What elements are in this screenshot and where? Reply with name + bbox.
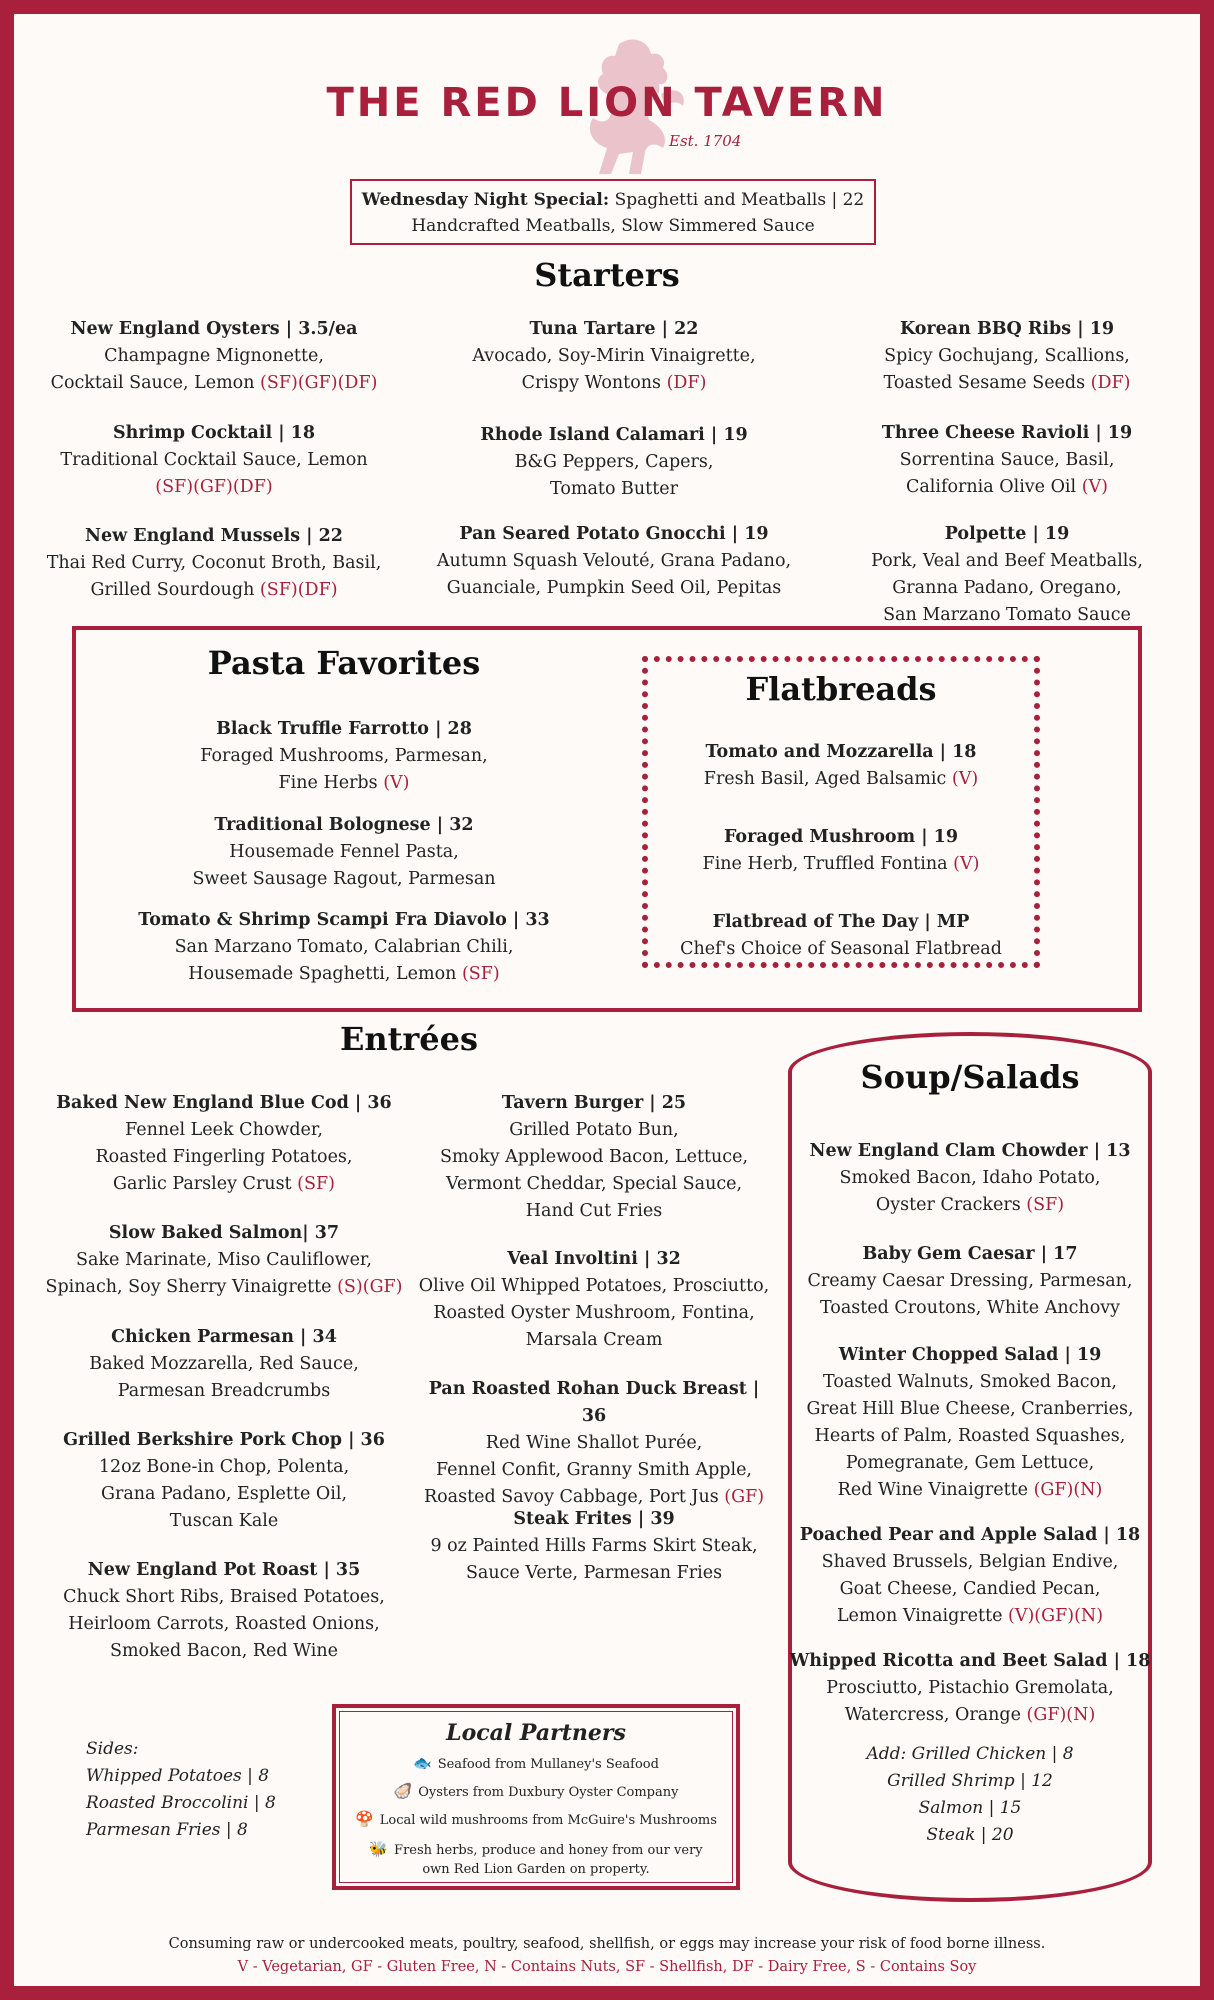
item-description-text: Avocado, Soy-Mirin Vinaigrette, bbox=[472, 346, 756, 366]
item-description bbox=[642, 766, 1040, 793]
item-description bbox=[642, 936, 1040, 963]
item-description bbox=[94, 961, 594, 988]
sides-list bbox=[86, 1736, 276, 1844]
local-partners-box bbox=[332, 1704, 740, 1890]
item-name: Three Cheese Ravioli | 19 bbox=[881, 423, 1133, 443]
item-description bbox=[788, 1702, 1152, 1729]
add-on-item: Steak | 20 bbox=[926, 1825, 1014, 1845]
item-description bbox=[414, 1560, 774, 1587]
item-description bbox=[94, 866, 594, 893]
item-name: Whipped Ricotta and Beet Salad | 18 bbox=[789, 1651, 1151, 1671]
menu-item bbox=[642, 739, 1040, 793]
item-name: Foraged Mushroom | 19 bbox=[723, 827, 959, 847]
item-description-text: Sauce Verte, Parmesan Fries bbox=[465, 1563, 723, 1583]
item-description bbox=[814, 370, 1200, 397]
item-description bbox=[94, 743, 594, 770]
side-item: Parmesan Fries | 8 bbox=[86, 1820, 248, 1840]
partner-text: Seafood from Mullaney's Seafood bbox=[437, 1757, 659, 1772]
item-description-text: Fine Herbs bbox=[278, 773, 384, 793]
dietary-tags: (SF) bbox=[1026, 1195, 1065, 1215]
item-name: Korean BBQ Ribs | 19 bbox=[899, 319, 1115, 339]
flatbreads-title: Flatbreads bbox=[745, 670, 937, 708]
item-description-text: Pomegranate, Gem Lettuce, bbox=[845, 1453, 1095, 1473]
item-description bbox=[414, 1273, 774, 1300]
item-name: Flatbread of The Day | MP bbox=[712, 912, 970, 932]
menu-item bbox=[788, 1342, 1152, 1504]
dietary-tags: (V) bbox=[953, 854, 980, 874]
dietary-tags: (GF)(N) bbox=[1026, 1705, 1096, 1725]
item-description bbox=[34, 1351, 414, 1378]
item-description bbox=[414, 575, 814, 602]
item-name: Tavern Burger | 25 bbox=[501, 1093, 687, 1113]
item-description-text: Sorrentina Sauce, Basil, bbox=[899, 450, 1115, 470]
item-description-text: Hand Cut Fries bbox=[525, 1201, 663, 1221]
menu-item bbox=[414, 521, 814, 602]
partner-text-cont: own Red Lion Garden on property. bbox=[422, 1862, 650, 1877]
item-description-text: Fresh Basil, Aged Balsamic bbox=[703, 769, 952, 789]
menu-item bbox=[34, 1427, 414, 1535]
item-description-text: 12oz Bone-in Chop, Polenta, bbox=[98, 1457, 350, 1477]
item-description bbox=[414, 1533, 774, 1560]
item-description-text: B&G Peppers, Capers, bbox=[514, 452, 714, 472]
item-description-text: Cocktail Sauce, Lemon bbox=[50, 373, 261, 393]
item-name: Poached Pear and Apple Salad | 18 bbox=[799, 1525, 1141, 1545]
dietary-tags: (SF) bbox=[297, 1174, 335, 1194]
oyster-icon: 🦪 bbox=[393, 1782, 413, 1800]
item-description bbox=[414, 1430, 774, 1457]
menu-item bbox=[414, 1246, 774, 1354]
partner-item bbox=[340, 1782, 732, 1802]
item-name: New England Pot Roast | 35 bbox=[87, 1560, 361, 1580]
menu-item bbox=[814, 316, 1200, 397]
item-description-text: Champagne Mignonette, bbox=[104, 346, 324, 366]
menu-item bbox=[14, 523, 414, 604]
partner-item bbox=[340, 1810, 732, 1830]
item-name: Traditional Bolognese | 32 bbox=[214, 815, 474, 835]
item-description-text: Creamy Caesar Dressing, Parmesan, bbox=[807, 1271, 1133, 1291]
menu-item bbox=[414, 1090, 774, 1225]
item-description-text: San Marzano Tomato, Calabrian Chili, bbox=[174, 937, 514, 957]
partner-text: Oysters from Duxbury Oyster Company bbox=[418, 1785, 679, 1800]
item-description bbox=[642, 851, 1040, 878]
item-description bbox=[34, 1144, 414, 1171]
item-description-text: Red Wine Vinaigrette bbox=[837, 1480, 1034, 1500]
item-description bbox=[14, 474, 414, 501]
menu-item bbox=[414, 1376, 774, 1511]
dietary-tags: (V)(GF)(N) bbox=[1008, 1606, 1104, 1626]
item-description-text: Pork, Veal and Beef Meatballs, bbox=[871, 551, 1143, 571]
item-description-text: Toasted Sesame Seeds bbox=[883, 373, 1091, 393]
item-description bbox=[788, 1549, 1152, 1576]
item-description bbox=[34, 1171, 414, 1198]
item-description bbox=[34, 1481, 414, 1508]
partner-item bbox=[340, 1840, 732, 1879]
item-description-text: Housemade Spaghetti, Lemon bbox=[188, 964, 462, 984]
item-description bbox=[14, 577, 414, 604]
soups-title: Soup/Salads bbox=[860, 1058, 1080, 1096]
item-description-text: Prosciutto, Pistachio Gremolata, bbox=[826, 1678, 1114, 1698]
side-item: Roasted Broccolini | 8 bbox=[86, 1793, 276, 1813]
item-description-text: Sweet Sausage Ragout, Parmesan bbox=[192, 869, 496, 889]
fish-icon: 🐟 bbox=[413, 1754, 432, 1772]
item-description bbox=[814, 343, 1200, 370]
item-description-text: Vermont Cheddar, Special Sauce, bbox=[445, 1174, 743, 1194]
menu-item bbox=[34, 1090, 414, 1198]
item-description-text: Granna Padano, Oregano, bbox=[892, 578, 1122, 598]
menu-item bbox=[34, 1220, 414, 1301]
item-name: Veal Involtini | 32 bbox=[507, 1249, 681, 1269]
item-description bbox=[94, 770, 594, 797]
established-year: Est. 1704 bbox=[669, 132, 742, 150]
item-description bbox=[788, 1477, 1152, 1504]
mushroom-icon: 🍄 bbox=[355, 1810, 374, 1828]
special-dish: Spaghetti and Meatballs | 22 bbox=[609, 190, 865, 210]
item-description-text: Fennel Leek Chowder, bbox=[125, 1120, 323, 1140]
item-description-text: Roasted Fingerling Potatoes, bbox=[95, 1147, 353, 1167]
add-on-item: Add: Grilled Chicken | 8 bbox=[866, 1744, 1074, 1764]
partners-title: Local Partners bbox=[446, 1720, 626, 1746]
item-description bbox=[14, 550, 414, 577]
item-description bbox=[414, 370, 814, 397]
item-description-text: Lemon Vinaigrette bbox=[836, 1606, 1009, 1626]
item-description-text: Smoked Bacon, Red Wine bbox=[109, 1641, 339, 1661]
item-description-text: Hearts of Palm, Roasted Squashes, bbox=[814, 1426, 1126, 1446]
special-description: Handcrafted Meatballs, Slow Simmered Sauce bbox=[411, 216, 815, 236]
item-description bbox=[414, 449, 814, 476]
item-description bbox=[814, 548, 1200, 575]
dietary-tags: (DF) bbox=[666, 373, 707, 393]
item-description bbox=[414, 343, 814, 370]
item-name: Polpette | 19 bbox=[944, 524, 1070, 544]
item-description-text: Grilled Sourdough bbox=[90, 580, 260, 600]
item-name: Grilled Berkshire Pork Chop | 36 bbox=[63, 1430, 385, 1450]
item-name: Baby Gem Caesar | 17 bbox=[862, 1244, 1078, 1264]
dietary-tags: (V) bbox=[1081, 477, 1108, 497]
food-warning: Consuming raw or undercooked meats, poultry, seafood, shellfish, or eggs may increase your risk of food borne illness. bbox=[168, 1936, 1046, 1952]
item-description-text: Marsala Cream bbox=[525, 1330, 663, 1350]
menu-item bbox=[414, 316, 814, 397]
item-description bbox=[34, 1378, 414, 1405]
item-description-text: Roasted Oyster Mushroom, Fontina, bbox=[433, 1303, 755, 1323]
item-description bbox=[34, 1508, 414, 1535]
menu-item bbox=[34, 1324, 414, 1405]
item-description-text: 9 oz Painted Hills Farms Skirt Steak, bbox=[430, 1536, 758, 1556]
pasta-title: Pasta Favorites bbox=[207, 644, 481, 682]
item-description bbox=[94, 839, 594, 866]
item-description bbox=[34, 1584, 414, 1611]
dietary-tags: (S)(GF) bbox=[337, 1277, 403, 1297]
menu-item bbox=[788, 1522, 1152, 1630]
item-description-text: Grilled Potato Bun, bbox=[509, 1120, 679, 1140]
dietary-tags: (V) bbox=[951, 769, 979, 789]
allergen-legend: V - Vegetarian, GF - Gluten Free, N - Contains Nuts, SF - Shellfish, DF - Dairy Free, S - Contains Soy bbox=[237, 1959, 977, 1975]
item-description-text: Smoky Applewood Bacon, Lettuce, bbox=[439, 1147, 749, 1167]
menu-item bbox=[642, 824, 1040, 878]
partner-item bbox=[340, 1754, 732, 1774]
side-item: Whipped Potatoes | 8 bbox=[86, 1766, 270, 1786]
item-description-text: Watercress, Orange bbox=[844, 1705, 1027, 1725]
salad-add-ons bbox=[788, 1741, 1152, 1849]
item-name: Tomato & Shrimp Scampi Fra Diavolo | 33 bbox=[138, 910, 550, 930]
wednesday-special-box bbox=[350, 179, 876, 245]
item-description bbox=[14, 370, 414, 397]
item-description-text: Fine Herb, Truffled Fontina bbox=[702, 854, 954, 874]
item-description bbox=[414, 1457, 774, 1484]
starters-title: Starters bbox=[534, 256, 680, 294]
menu-item bbox=[642, 909, 1040, 963]
item-description-text: Toasted Croutons, White Anchovy bbox=[819, 1298, 1121, 1318]
item-description bbox=[34, 1611, 414, 1638]
item-description bbox=[414, 1300, 774, 1327]
menu-item bbox=[94, 716, 594, 797]
special-line bbox=[352, 187, 874, 213]
special-label: Wednesday Night Special: bbox=[361, 190, 610, 210]
item-description-text: Autumn Squash Velouté, Grana Padano, bbox=[436, 551, 792, 571]
item-description-text: California Olive Oil bbox=[905, 477, 1082, 497]
item-description bbox=[34, 1454, 414, 1481]
item-description bbox=[94, 934, 594, 961]
partner-text: Local wild mushrooms from McGuire's Mushrooms bbox=[379, 1813, 717, 1828]
dietary-tags: (SF)(GF)(DF) bbox=[155, 477, 273, 497]
item-description bbox=[34, 1274, 414, 1301]
item-name: Tuna Tartare | 22 bbox=[529, 319, 699, 339]
item-name: Baked New England Blue Cod | 36 bbox=[56, 1093, 392, 1113]
menu-item bbox=[14, 316, 414, 397]
item-description bbox=[414, 548, 814, 575]
item-description bbox=[414, 1198, 774, 1225]
dietary-tags: (SF)(GF)(DF) bbox=[260, 373, 378, 393]
item-description-text: Parmesan Breadcrumbs bbox=[117, 1381, 331, 1401]
item-description-text: Guanciale, Pumpkin Seed Oil, Pepitas bbox=[446, 578, 782, 598]
dietary-tags: (SF)(DF) bbox=[259, 580, 338, 600]
item-description-text: Chuck Short Ribs, Braised Potatoes, bbox=[63, 1587, 385, 1607]
item-description bbox=[814, 447, 1200, 474]
item-description-text: Garlic Parsley Crust bbox=[113, 1174, 298, 1194]
item-description-text: Traditional Cocktail Sauce, Lemon bbox=[60, 450, 368, 470]
item-description-text: Baked Mozzarella, Red Sauce, bbox=[89, 1354, 359, 1374]
add-on-item: Salmon | 15 bbox=[918, 1798, 1022, 1818]
item-description-text: Spinach, Soy Sherry Vinaigrette bbox=[45, 1277, 338, 1297]
item-description bbox=[14, 447, 414, 474]
menu-item bbox=[94, 812, 594, 893]
add-on-item: Grilled Shrimp | 12 bbox=[887, 1771, 1053, 1791]
item-description-text: Thai Red Curry, Coconut Broth, Basil, bbox=[46, 553, 382, 573]
item-name: Pan Roasted Rohan Duck Breast | 36 bbox=[428, 1379, 760, 1426]
menu-item bbox=[814, 521, 1200, 629]
partner-text: Fresh herbs, produce and honey from our very bbox=[394, 1843, 703, 1858]
item-description-text: Shaved Brussels, Belgian Endive, bbox=[821, 1552, 1119, 1572]
item-description-text: San Marzano Tomato Sauce bbox=[883, 605, 1131, 625]
item-description-text: Heirloom Carrots, Roasted Onions, bbox=[68, 1614, 380, 1634]
item-description bbox=[34, 1247, 414, 1274]
item-description-text: Great Hill Blue Cheese, Cranberries, bbox=[806, 1399, 1134, 1419]
restaurant-name: THE RED LION TAVERN bbox=[326, 80, 888, 126]
item-description bbox=[414, 476, 814, 503]
dietary-tags: (GF) bbox=[724, 1487, 765, 1507]
item-description bbox=[788, 1603, 1152, 1630]
item-description-text: Red Wine Shallot Purée, bbox=[485, 1433, 703, 1453]
item-name: Rhode Island Calamari | 19 bbox=[480, 425, 748, 445]
item-description bbox=[788, 1396, 1152, 1423]
item-description bbox=[414, 1327, 774, 1354]
item-description bbox=[788, 1165, 1152, 1192]
item-description bbox=[34, 1117, 414, 1144]
item-description bbox=[414, 1171, 774, 1198]
item-description bbox=[788, 1295, 1152, 1322]
sides-title: Sides: bbox=[86, 1739, 139, 1759]
menu-item bbox=[14, 420, 414, 501]
menu-item bbox=[414, 1506, 774, 1587]
menu-item bbox=[788, 1138, 1152, 1219]
menu-item bbox=[414, 422, 814, 503]
item-description bbox=[788, 1268, 1152, 1295]
item-description-text: Spicy Gochujang, Scallions, bbox=[884, 346, 1130, 366]
item-description-text: Sake Marinate, Miso Cauliflower, bbox=[76, 1250, 372, 1270]
item-description bbox=[788, 1423, 1152, 1450]
entrees-title: Entrées bbox=[339, 1020, 479, 1058]
item-description-text: Fennel Confit, Granny Smith Apple, bbox=[436, 1460, 752, 1480]
item-name: New England Oysters | 3.5/ea bbox=[70, 319, 358, 339]
item-description bbox=[814, 575, 1200, 602]
item-description-text: Oyster Crackers bbox=[875, 1195, 1027, 1215]
item-description bbox=[788, 1192, 1152, 1219]
item-name: Chicken Parmesan | 34 bbox=[111, 1327, 337, 1347]
item-description bbox=[814, 602, 1200, 629]
item-description-text: Chef's Choice of Seasonal Flatbread bbox=[680, 939, 1002, 959]
item-name: Pan Seared Potato Gnocchi | 19 bbox=[459, 524, 769, 544]
item-description-text: Roasted Savoy Cabbage, Port Jus bbox=[423, 1487, 725, 1507]
item-description-text: Tomato Butter bbox=[550, 479, 678, 499]
item-name: Tomato and Mozzarella | 18 bbox=[705, 742, 977, 762]
dietary-tags: (DF) bbox=[1090, 373, 1131, 393]
item-description bbox=[788, 1576, 1152, 1603]
item-description-text: Olive Oil Whipped Potatoes, Prosciutto, bbox=[418, 1276, 770, 1296]
item-description bbox=[788, 1369, 1152, 1396]
dietary-tags: (GF)(N) bbox=[1033, 1480, 1103, 1500]
item-description-text: Grana Padano, Esplette Oil, bbox=[100, 1484, 348, 1504]
item-description-text: Tuscan Kale bbox=[169, 1511, 279, 1531]
item-name: New England Mussels | 22 bbox=[85, 526, 343, 546]
item-description bbox=[414, 1117, 774, 1144]
menu-item bbox=[34, 1557, 414, 1665]
item-description-text: Foraged Mushrooms, Parmesan, bbox=[200, 746, 488, 766]
bee-icon: 🐝 bbox=[369, 1840, 389, 1858]
item-name: Winter Chopped Salad | 19 bbox=[838, 1345, 1102, 1365]
item-description-text: Crispy Wontons bbox=[521, 373, 667, 393]
item-name: Slow Baked Salmon| 37 bbox=[108, 1223, 340, 1243]
item-description-text: Goat Cheese, Candied Pecan, bbox=[839, 1579, 1101, 1599]
menu-item bbox=[788, 1648, 1152, 1729]
dietary-tags: (SF) bbox=[461, 964, 500, 984]
item-description bbox=[788, 1675, 1152, 1702]
item-description bbox=[414, 1144, 774, 1171]
menu-page bbox=[14, 14, 1200, 1986]
dietary-tags: (V) bbox=[383, 773, 410, 793]
item-description-text: Toasted Walnuts, Smoked Bacon, bbox=[823, 1372, 1117, 1392]
menu-item bbox=[94, 907, 594, 988]
item-description bbox=[814, 474, 1200, 501]
item-description-text: Smoked Bacon, Idaho Potato, bbox=[839, 1168, 1101, 1188]
item-name: Steak Frites | 39 bbox=[513, 1509, 675, 1529]
item-name: New England Clam Chowder | 13 bbox=[809, 1141, 1131, 1161]
item-description bbox=[34, 1638, 414, 1665]
item-description bbox=[14, 343, 414, 370]
menu-item bbox=[814, 420, 1200, 501]
menu-item bbox=[788, 1241, 1152, 1322]
item-description bbox=[788, 1450, 1152, 1477]
item-name: Black Truffle Farrotto | 28 bbox=[216, 719, 472, 739]
item-description-text: Housemade Fennel Pasta, bbox=[229, 842, 459, 862]
item-name: Shrimp Cocktail | 18 bbox=[112, 423, 316, 443]
